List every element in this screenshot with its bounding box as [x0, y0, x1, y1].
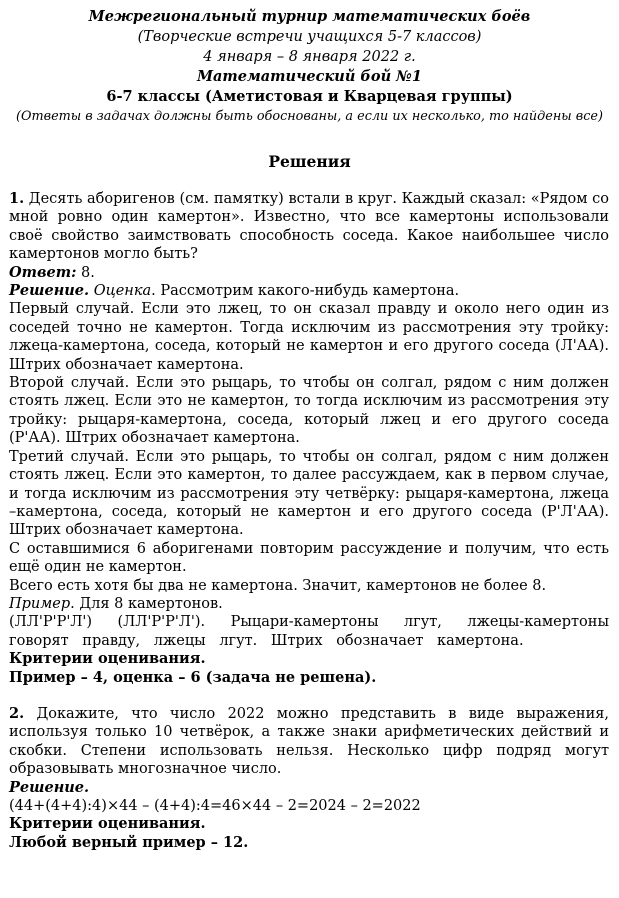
document-header [0, 0, 619, 127]
problem-1-solution-intro [9, 282, 609, 300]
problem-2-criteria: Любой верный пример – 12. [9, 833, 249, 851]
grade-group: 6-7 классы (Аметистовая и Кварцевая группы) [106, 88, 513, 105]
tournament-title: Межрегиональный турнир математических боёв [88, 8, 531, 25]
problem-1-statement [9, 190, 609, 264]
solutions-title: Решения [268, 152, 351, 171]
answer-label: Ответ: [9, 263, 77, 281]
estimate-label: Оценка [89, 283, 152, 300]
problem-1-number: 1. [9, 190, 25, 207]
problem-2-criteria-label: Критерии оценивания. [9, 815, 206, 833]
case-3: Третий случай. Если это рыцарь, то чтобы он солгал, рядом с ним должен стоять лжец. Если это камертон, то далее рассуждаем, как в первом случае, и тогда исключим из рассмотрения эту четвёрку: рыцаря-камертона, лжеца –камертона, соседа, который не камертон и его другого соседа (Р'Л'АА). Штрих обозначает камертона. [9, 448, 609, 539]
estimate-text: . Рассмотрим какого-нибудь камертона. [151, 283, 460, 300]
problem-1-criteria: Пример – 4, оценка – 6 (задача не решена). [9, 668, 377, 686]
problem-2-text: Докажите, что число 2022 можно представить в виде выражения, используя только 10 четвёрок, а также знаки арифметических действий и скобки. Степени использовать нельзя. Несколько цифр подряд могут образовывать многозначное число. [9, 705, 609, 778]
remaining-reasoning: С оставшимися 6 аборигенами повторим рассуждение и получим, что есть ещё один не камертон. [9, 540, 609, 576]
problem-1-answer [9, 264, 609, 282]
problem-2-solution: (44+(4+4):4)×44 – (4+4):4=46×44 – 2=2024 – 2=2022 [9, 798, 421, 814]
problem-2-number: 2. [9, 704, 25, 722]
example-intro [9, 595, 609, 613]
case-1: Первый случай. Если это лжец, то он сказал правду и около него один из соседей точно не камертон. Тогда исключим из рассмотрения эту тройку: лжеца-камертона, соседа, который не камертон и его другого соседа (Л'АА). Штрих обозначает камертона. [9, 301, 609, 373]
problem-1-criteria-label: Критерии оценивания. [9, 650, 206, 668]
battle-title: Математический бой №1 [196, 68, 423, 85]
solution-label: Решение. [9, 282, 90, 300]
problem-1-text: Десять аборигенов (см. памятку) встали в круг. Каждый сказал: «Рядом со мной ровно один камертон». Известно, что все камертоны использовали своё свойство заимствовать способность соседа. Какое наибольшее число камертонов могло быть? [9, 191, 609, 263]
example-text: . Для 8 камертонов. [70, 595, 223, 612]
solutions-body [0, 190, 619, 852]
problem-2-solution-label: Решение. [9, 778, 90, 796]
tournament-subtitle: (Творческие встречи учащихся 5-7 классов) [137, 29, 482, 45]
answers-note: (Ответы в задачах должны быть обоснованы, а если их несколько, то найдены все) [16, 109, 603, 124]
estimate-conclusion: Всего есть хотя бы два не камертона. Значит, камертонов не более 8. [9, 577, 547, 594]
example-label: Пример [9, 595, 71, 612]
tournament-dates: 4 января – 8 января 2022 г. [203, 49, 416, 65]
answer-value: 8. [76, 264, 95, 281]
problem-2-statement [9, 705, 609, 779]
example-body: (ЛЛ'Р'Р'Л') (ЛЛ'Р'Р'Л'). Рыцари-камертоны лгут, лжецы-камертоны говорят правду, лжецы лгут. Штрих обозначает камертона. [9, 614, 609, 649]
case-2: Второй случай. Если это рыцарь, то чтобы он солгал, рядом с ним должен стоять лжец. Если это не камертон, то тогда исключим из рассмотрения эту тройку: рыцаря-камертона, соседа, который лжец и его другого соседа (Р'АА). Штрих обозначает камертона. [9, 375, 609, 447]
